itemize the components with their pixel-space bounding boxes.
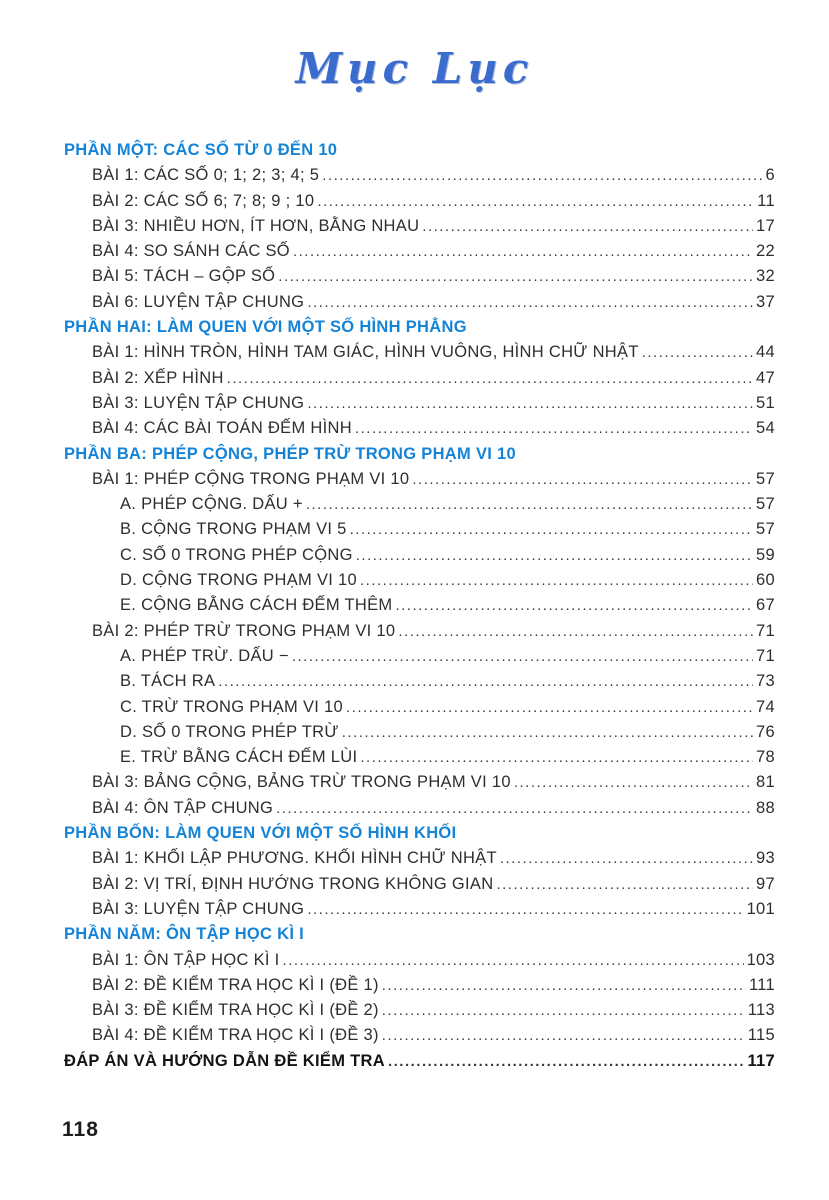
toc-entry-page: 54	[756, 419, 775, 438]
dot-leader	[412, 467, 753, 492]
toc-entry	[64, 163, 775, 188]
dot-leader	[276, 796, 753, 821]
toc-entry-label: C. TRỪ TRONG PHẠM VI 10	[120, 697, 344, 716]
toc-entry-label: BÀI 1: PHÉP CỘNG TRONG PHẠM VI 10	[92, 469, 410, 488]
toc-entry	[64, 239, 775, 264]
toc-entry	[64, 872, 775, 897]
dot-leader	[227, 366, 753, 391]
toc-entry-page: 76	[756, 722, 775, 741]
toc-entry	[64, 1023, 775, 1048]
dot-leader	[642, 340, 753, 365]
toc-entry-page: 60	[756, 571, 775, 590]
toc-entry-label: BÀI 3: ĐỀ KIỂM TRA HỌC KÌ I (ĐỀ 2)	[92, 1001, 379, 1020]
toc-entry-page: 32	[756, 267, 775, 286]
toc-entry	[64, 720, 775, 745]
toc-entry-label: BÀI 4: ĐỀ KIỂM TRA HỌC KÌ I (ĐỀ 3)	[92, 1026, 379, 1045]
toc-entry-label: BÀI 2: XẾP HÌNH	[92, 368, 224, 387]
dot-leader	[422, 214, 753, 239]
toc-entry-label: BÀI 1: KHỐI LẬP PHƯƠNG. KHỐI HÌNH CHỮ NHẬT	[92, 849, 497, 868]
dot-leader	[218, 669, 753, 694]
toc-entry	[64, 264, 775, 289]
toc-entry-page: 44	[756, 343, 775, 362]
toc-entry-label: BÀI 1: CÁC SỐ 0; 1; 2; 3; 4; 5	[92, 166, 320, 185]
toc-entry-page: 57	[756, 469, 775, 488]
dot-leader	[356, 543, 753, 568]
toc-entry	[64, 214, 775, 239]
dot-leader	[283, 948, 744, 973]
dot-leader	[382, 973, 746, 998]
toc-entry	[64, 492, 775, 517]
toc-entry-page: 103	[746, 950, 775, 969]
toc-entry-label: BÀI 1: HÌNH TRÒN, HÌNH TAM GIÁC, HÌNH VUÔNG, HÌNH CHỮ NHẬT	[92, 343, 639, 362]
toc-entry-label: B. TÁCH RA	[120, 672, 216, 691]
footer-page-number: 118	[62, 1118, 99, 1141]
toc-entry-page: 73	[756, 672, 775, 691]
toc-entry-page: 97	[756, 874, 775, 893]
toc-entry-page: 71	[756, 621, 775, 640]
toc-entry	[64, 189, 775, 214]
toc-entry	[64, 796, 775, 821]
toc-entry	[64, 695, 775, 720]
toc-entry	[64, 467, 775, 492]
toc-entry	[64, 340, 775, 365]
toc-entry-page: 78	[756, 748, 775, 767]
toc-entry	[64, 644, 775, 669]
dot-leader	[355, 416, 753, 441]
dot-leader	[514, 770, 753, 795]
toc-entry-page: 22	[756, 242, 775, 261]
toc-entry-page: 47	[756, 368, 775, 387]
toc-entry-label: BÀI 2: VỊ TRÍ, ĐỊNH HƯỚNG TRONG KHÔNG GIAN	[92, 874, 494, 893]
toc-entry	[64, 290, 775, 315]
toc-entry	[64, 745, 775, 770]
toc-entry-label: A. PHÉP TRỪ. DẤU −	[120, 646, 289, 665]
dot-leader	[382, 1023, 745, 1048]
toc-entry-label: PHẦN HAI: LÀM QUEN VỚI MỘT SỐ HÌNH PHẲNG	[64, 318, 467, 337]
toc-entry-page: 115	[747, 1026, 775, 1045]
toc-entry-label: BÀI 3: LUYỆN TẬP CHUNG	[92, 899, 305, 918]
page-title: Mục Lục	[295, 44, 534, 93]
toc-entry-label: PHẦN BỐN: LÀM QUEN VỚI MỘT SỐ HÌNH KHỐI	[64, 824, 457, 843]
toc-entry	[64, 669, 775, 694]
toc-entry-page: 6	[765, 166, 775, 185]
toc-entry	[64, 391, 775, 416]
toc-entry	[64, 922, 775, 947]
toc-entry-label: BÀI 1: ÔN TẬP HỌC KÌ I	[92, 950, 280, 969]
toc-entry-page: 74	[756, 697, 775, 716]
toc-entry-label: BÀI 3: BẢNG CỘNG, BẢNG TRỪ TRONG PHẠM VI 10	[92, 773, 511, 792]
toc-entry	[64, 315, 775, 340]
dot-leader	[307, 897, 743, 922]
toc-entry	[64, 619, 775, 644]
dot-leader	[307, 391, 753, 416]
toc-entry	[64, 568, 775, 593]
toc-entry-label: A. PHÉP CỘNG. DẤU +	[120, 495, 303, 514]
toc-entry-page: 11	[757, 191, 775, 210]
dot-leader	[293, 239, 753, 264]
toc-entry-page: 81	[756, 773, 775, 792]
toc-entry-page: 117	[747, 1051, 775, 1070]
dot-leader	[395, 593, 753, 618]
toc-entry-page: 111	[749, 975, 775, 994]
toc-entry-label: D. CỘNG TRONG PHẠM VI 10	[120, 571, 358, 590]
toc-entry-page: 113	[747, 1001, 775, 1020]
toc-entry-label: E. TRỪ BẰNG CÁCH ĐẾM LÙI	[120, 748, 358, 767]
dot-leader	[388, 1049, 745, 1074]
toc-entry-label: BÀI 6: LUYỆN TẬP CHUNG	[92, 292, 305, 311]
dot-leader	[500, 846, 753, 871]
toc-entry-page: 88	[756, 798, 775, 817]
toc-entry	[64, 517, 775, 542]
dot-leader	[278, 264, 753, 289]
dot-leader	[342, 720, 753, 745]
dot-leader	[360, 745, 753, 770]
toc-entry-page: 51	[756, 393, 775, 412]
toc-entry-page: 37	[756, 292, 775, 311]
toc-entry-label: BÀI 3: NHIỀU HƠN, ÍT HƠN, BẰNG NHAU	[92, 216, 420, 235]
toc-entry	[64, 366, 775, 391]
toc-entry-page: 93	[756, 849, 775, 868]
toc-entry-label: BÀI 4: CÁC BÀI TOÁN ĐẾM HÌNH	[92, 419, 352, 438]
toc-entry-label: BÀI 2: CÁC SỐ 6; 7; 8; 9 ; 10	[92, 191, 315, 210]
dot-leader	[398, 619, 753, 644]
toc-entry	[64, 897, 775, 922]
toc-entry	[64, 846, 775, 871]
toc-entry-label: B. CỘNG TRONG PHẠM VI 5	[120, 520, 347, 539]
toc-entry-label: PHẦN NĂM: ÔN TẬP HỌC KÌ I	[64, 925, 305, 944]
dot-leader	[307, 290, 753, 315]
toc-entry-label: D. SỐ 0 TRONG PHÉP TRỪ	[120, 722, 339, 741]
toc-entry	[64, 593, 775, 618]
toc-entry-page: 57	[756, 520, 775, 539]
dot-leader	[346, 695, 753, 720]
dot-leader	[306, 492, 753, 517]
toc-entry-label: PHẦN MỘT: CÁC SỐ TỪ 0 ĐẾN 10	[64, 141, 338, 159]
dot-leader	[322, 163, 762, 188]
dot-leader	[317, 189, 754, 214]
toc-entry-label: BÀI 4: ÔN TẬP CHUNG	[92, 798, 274, 817]
toc-entry-page: 67	[756, 596, 775, 615]
toc-list	[64, 138, 775, 1074]
toc-entry-page: 17	[756, 216, 775, 235]
toc-entry	[64, 442, 775, 467]
toc-entry	[64, 416, 775, 441]
toc-entry-label: E. CỘNG BẰNG CÁCH ĐẾM THÊM	[120, 596, 393, 615]
toc-entry-page: 57	[756, 495, 775, 514]
dot-leader	[360, 568, 753, 593]
toc-entry	[64, 1049, 775, 1074]
toc-entry-label: PHẦN BA: PHÉP CỘNG, PHÉP TRỪ TRONG PHẠM VI 10	[64, 444, 516, 463]
toc-entry-label: BÀI 3: LUYỆN TẬP CHUNG	[92, 393, 305, 412]
toc-entry-label: BÀI 2: ĐỀ KIỂM TRA HỌC KÌ I (ĐỀ 1)	[92, 975, 379, 994]
dot-leader	[350, 517, 753, 542]
toc-entry-label: C. SỐ 0 TRONG PHÉP CỘNG	[120, 545, 353, 564]
toc-entry	[64, 770, 775, 795]
toc-entry	[64, 998, 775, 1023]
toc-entry-label: ĐÁP ÁN VÀ HƯỚNG DẪN ĐỀ KIỂM TRA	[64, 1051, 385, 1070]
dot-leader	[382, 998, 745, 1023]
toc-entry	[64, 821, 775, 846]
toc-entry-label: BÀI 2: PHÉP TRỪ TRONG PHẠM VI 10	[92, 621, 396, 640]
toc-entry	[64, 543, 775, 568]
toc-entry-label: BÀI 5: TÁCH – GỘP SỐ	[92, 267, 276, 286]
dot-leader	[292, 644, 753, 669]
toc-entry-page: 101	[746, 899, 775, 918]
toc-entry	[64, 138, 775, 163]
toc-entry	[64, 973, 775, 998]
toc-entry-page: 71	[756, 646, 775, 665]
toc-entry-label: BÀI 4: SO SÁNH CÁC SỐ	[92, 242, 290, 261]
toc-entry	[64, 948, 775, 973]
toc-entry-page: 59	[756, 545, 775, 564]
dot-leader	[496, 872, 753, 897]
